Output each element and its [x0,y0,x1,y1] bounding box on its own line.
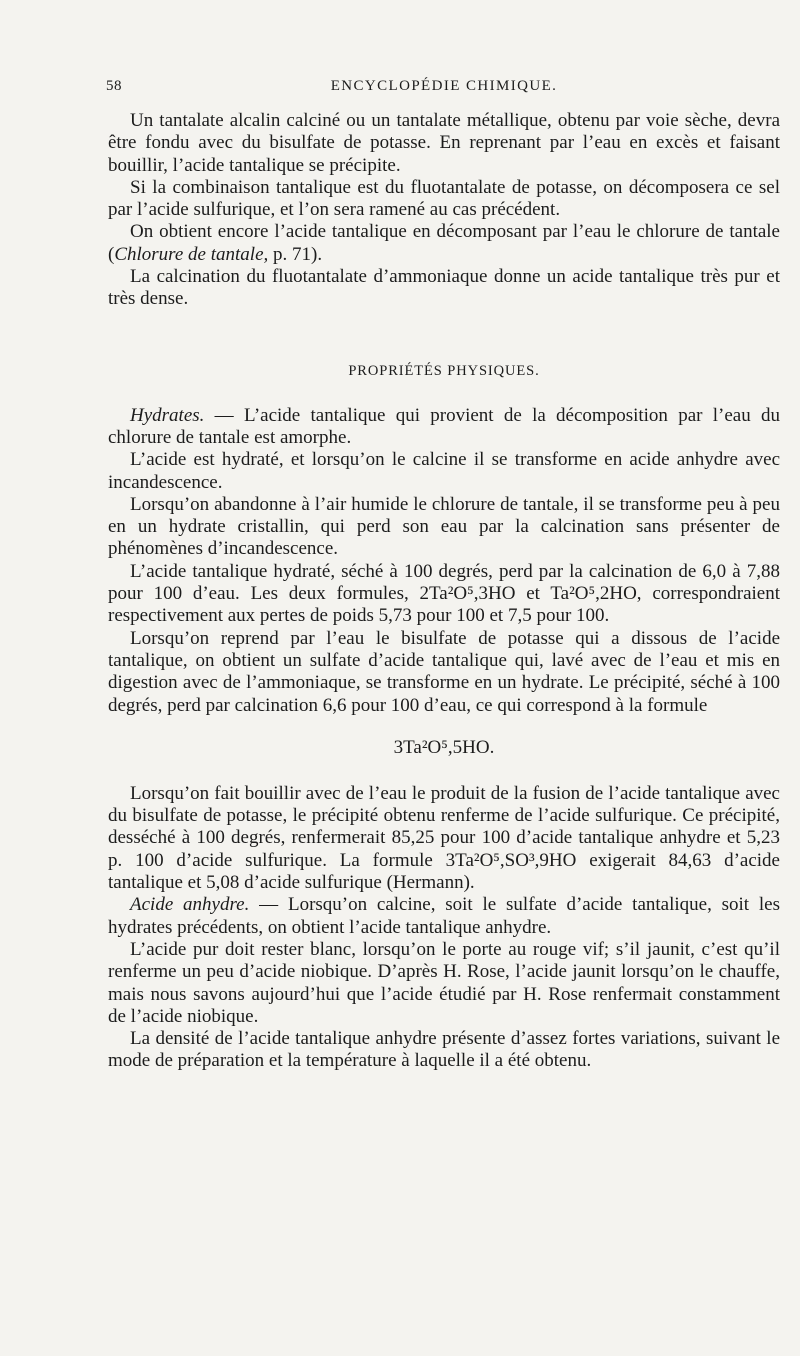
run-in-heading-hydrates: Hydrates. [130,404,205,426]
page-number: 58 [106,78,122,94]
paragraph-calcination: La calcination du fluotantalate d’ammoniaque donne un acide tantalique très pur et très dense. [108,266,780,310]
paragraph-bisulfate: Lorsqu’on reprend par l’eau le bisulfate de potasse qui a dissous de l’acide tantalique, on obtient un sulfate d’acide tantalique qui, lavé avec de l’eau et mis en digestion avec de l’ammoniaque, se transforme en un hydrate. Le précipité, séché à 100 degrés, perd par calcination 6,6 pour 100 d’eau, ce qui correspond à la formule [108,627,780,716]
formula: 3Ta²O⁵,5HO. [393,736,495,758]
paragraph-hydrates [108,405,780,450]
paragraph-humid-air: Lorsqu’on abandonne à l’air humide le chlorure de tantale, il se transforme peu à peu en un hydrate cristallin, qui perd son eau par la calcination sans présenter de phénomènes d’incandescence. [108,493,780,560]
running-head [108,78,780,100]
paragraph-density: La densité de l’acide tantalique anhydre présente d’assez fortes variations, suivant le mode de préparation et la température à laquelle il a été obtenu. [108,1028,780,1072]
paragraph-water-loss: L’acide tantalique hydraté, séché à 100 degrés, perd par la calcination de 6,0 à 7,88 pour 100 d’eau. Les deux formules, 2Ta²O⁵,3HO et Ta²O⁵,2HO, correspondraient respectivement aux pertes de poids 5,73 pour 100 et 7,5 pour 100. [108,560,780,627]
section-heading: PROPRIÉTÉS PHYSIQUES. [348,362,540,379]
paragraph-fluotantalate: Si la combinaison tantalique est du fluotantalate de potasse, on décomposera ce sel par l’acide sulfurique, et l’on sera ramené au cas précédent. [108,176,780,221]
body-text [108,110,780,1073]
running-title: ENCYCLOPÉDIE CHIMIQUE. [330,78,558,94]
paragraph-sulfuric: Lorsqu’on fait bouillir avec de l’eau le produit de la fusion de l’acide tantalique avec du bisulfate de potasse, le précipité obtenu renferme de l’acide sulfurique. Ce précipité, desséché à 100 degrés, renfermerait 85,25 pour 100 d’acide tantalique anhydre et 5,23 p. 100 d’acide sulfurique. La formule 3Ta²O⁵,SO³,9HO exigerait 84,63 d’acide tantalique et 5,08 d’acide sulfurique (Hermann). [108,782,780,894]
paragraph-pure-acid: L’acide pur doit rester blanc, lorsqu’on le porte au rouge vif; s’il jaunit, c’est qu’il renferme un peu d’acide niobique. D’après H. Rose, l’acide jaunit lorsqu’on le chauffe, mais nous savons aujourd’hui que l’acide étudié par H. Rose renfermait constamment de l’acide niobique. [108,938,780,1027]
paragraph-chlorure [108,221,780,266]
cross-reference-chlorure: Chlorure de tantale, [114,243,269,265]
paragraph-anhydrous [108,894,780,939]
paragraph-hydrated-acid: L’acide est hydraté, et lorsqu’on le calcine il se transforme en acide anhydre avec incandescence. [108,449,780,493]
run-in-heading-anhydrous: Acide anhydre. [130,894,250,916]
paragraph-tantalate-fusion: Un tantalate alcalin calciné ou un tantalate métallique, obtenu par voie sèche, devra être fondu avec du bisulfate de potasse. En reprenant par l’eau en excès et faisant bouillir, l’acide tantalique se précipite. [108,110,780,176]
paragraph-hydrates-text: — L’acide tantalique qui provient de la décomposition par l’eau du chlorure de tantale est amorphe. [108,404,780,448]
paragraph-chlorure-start: On obtient encore l’acide tantalique en décomposant par l’eau le chlorure de tantale ( [108,221,780,265]
paragraph-chlorure-end: p. 71). [268,243,323,265]
paragraph-anhydrous-text: — Lorsqu’on calcine, soit le sulfate d’acide tantalique, soit les hydrates précédents, on obtient l’acide tantalique anhydre. [108,894,780,938]
